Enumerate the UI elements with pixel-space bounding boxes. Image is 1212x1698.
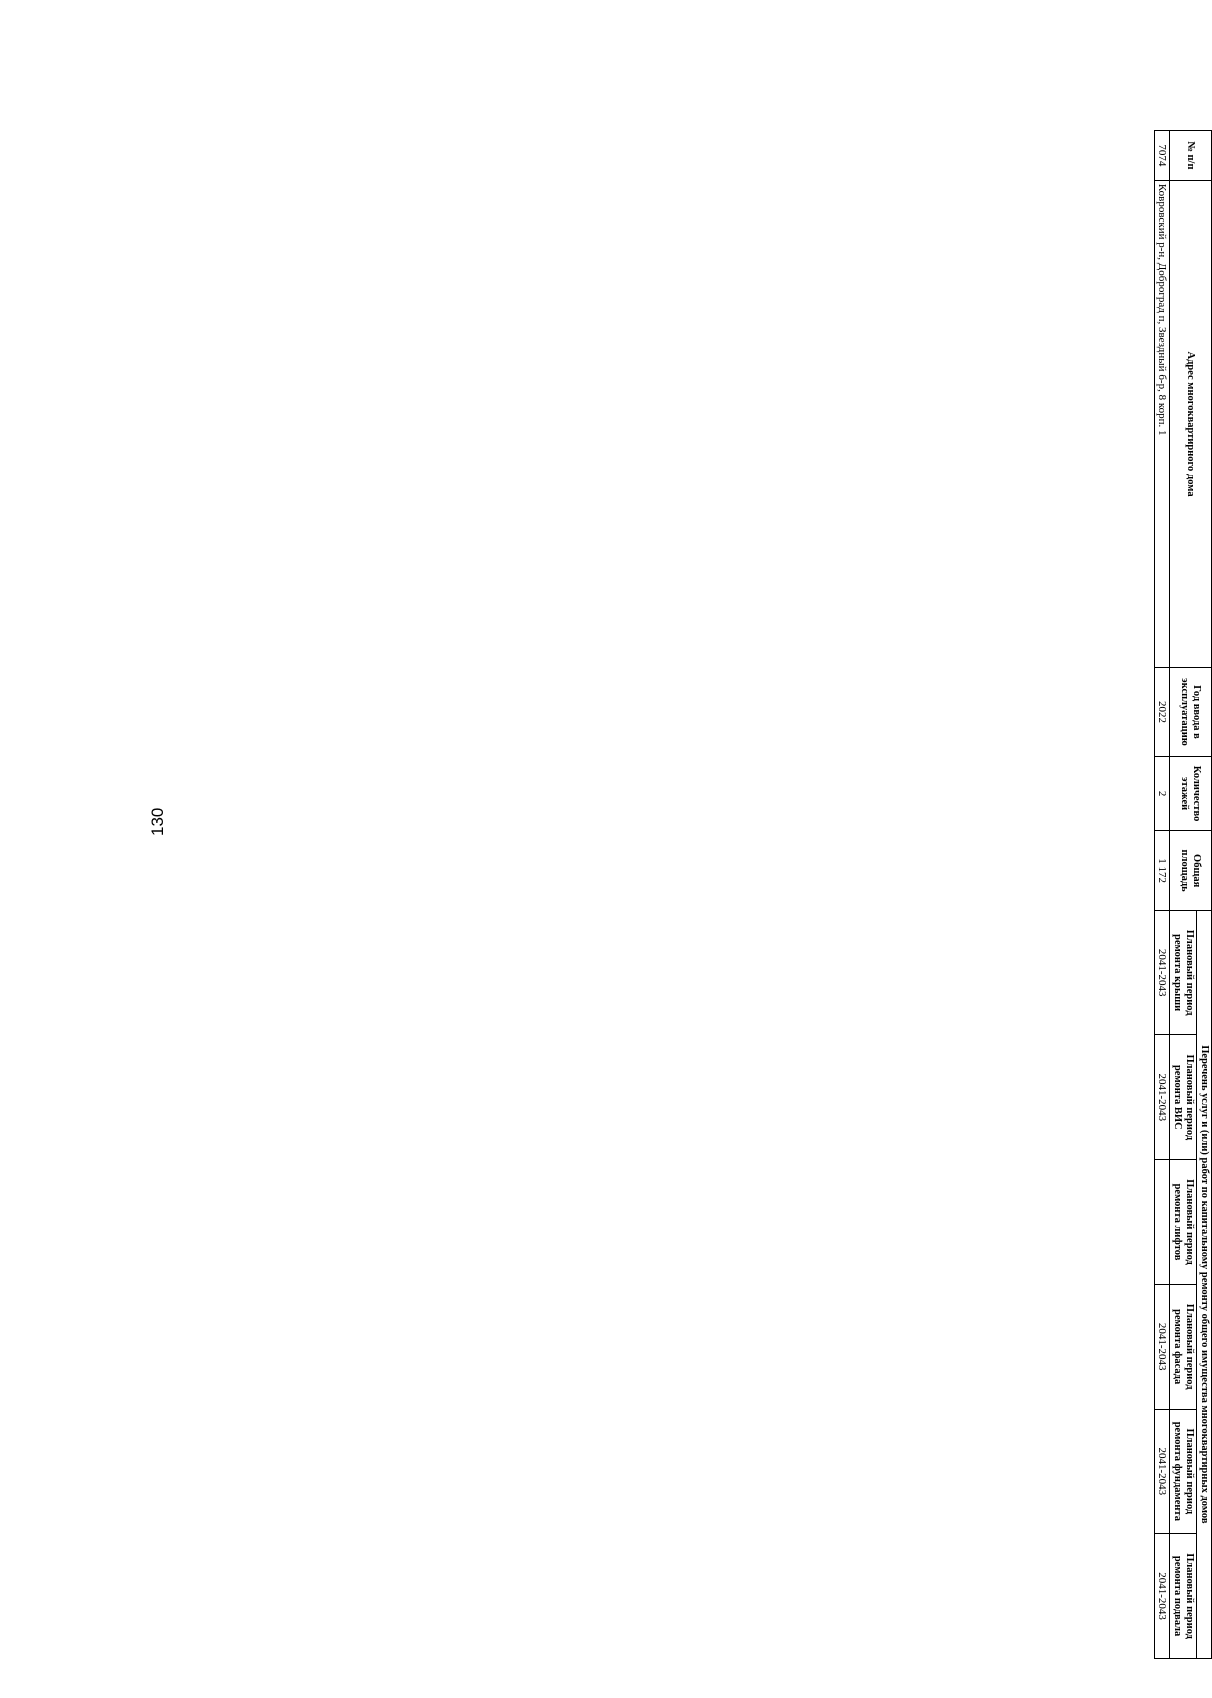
cell-floors: 2 [1154, 756, 1169, 831]
cell-area: 1 172 [1154, 831, 1169, 910]
header-foundation: Плановый период ремонта фундамента [1169, 1409, 1196, 1534]
cell-lifts [1154, 1160, 1169, 1285]
capital-repair-table [1154, 130, 1212, 1659]
header-basement: Плановый период ремонта подвала [1169, 1534, 1196, 1659]
cell-basement: 2041-2043 [1154, 1534, 1169, 1659]
cell-roof: 2041-2043 [1154, 910, 1169, 1035]
cell-foundation: 2041-2043 [1154, 1409, 1169, 1534]
cell-facade: 2041-2043 [1154, 1284, 1169, 1409]
table-title: Перечень услуг и (или) работ по капитальному ремонту общего имущества многоквартирных домов [1196, 910, 1211, 1658]
cell-year: 2022 [1154, 668, 1169, 756]
header-lifts: Плановый период ремонта лифтов [1169, 1160, 1196, 1285]
header-facade: Плановый период ремонта фасада [1169, 1284, 1196, 1409]
cell-address: Ковровский р-н, Доброград п, Звездный б-р, 8 корп. 1 [1154, 180, 1169, 667]
header-num: № п/п [1169, 131, 1211, 181]
header-year: Год ввода в эксплуатацию [1169, 668, 1211, 756]
header-roof: Плановый период ремонта крыши [1169, 910, 1196, 1035]
header-floors: Количество этажей [1169, 756, 1211, 831]
page-number: 130 [148, 807, 167, 836]
cell-num: 7074 [1154, 131, 1169, 181]
capital-repair-table-frame [160, 130, 1212, 1659]
header-area: Общая площадь [1169, 831, 1211, 910]
cell-vis: 2041-2043 [1154, 1035, 1169, 1160]
header-address: Адрес многоквартирного дома [1169, 180, 1211, 667]
header-vis: Плановый период ремонта ВИС [1169, 1035, 1196, 1160]
table-row [1154, 131, 1169, 1659]
